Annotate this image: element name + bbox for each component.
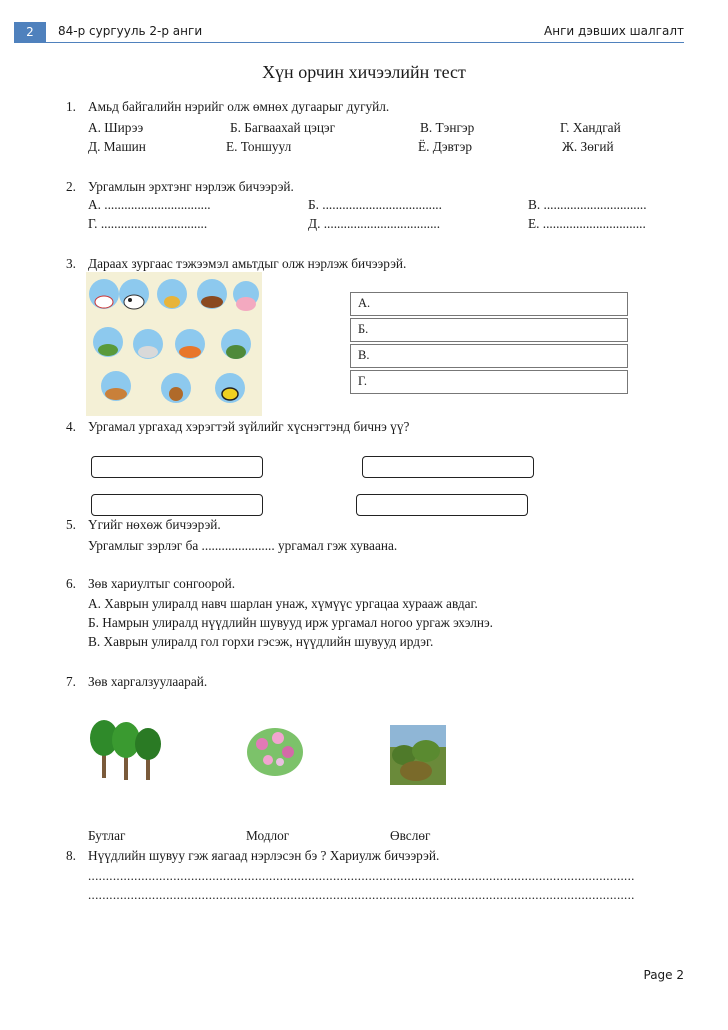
answer-box-c[interactable]: В.: [350, 344, 628, 368]
q4-answer-box-4[interactable]: [356, 494, 528, 516]
q2-option: В. ...............................: [528, 197, 647, 212]
header-rule: [14, 42, 684, 43]
q4-answer-box-3[interactable]: [91, 494, 263, 516]
q3-text: Дараах зургаас тэжээмэл амьтдыг олж нэрлэж бичээрэй.: [88, 256, 407, 271]
header-school: 84-р сургууль 2-р анги: [58, 24, 203, 38]
q1-option: Г. Хандгай: [560, 120, 621, 135]
q7-label: Бутлаг: [88, 828, 126, 843]
page-footer: Page 2: [643, 968, 684, 982]
q2-option: Г. ................................: [88, 216, 208, 231]
q8-answer-line[interactable]: ..........................................................................................................................................................: [88, 887, 635, 902]
q4-number: 4.: [66, 419, 76, 434]
q6-option[interactable]: В. Хаврын улиралд гол горхи гэсэж, нүүдлийн шувууд ирдэг.: [88, 634, 434, 649]
trees-picture: [88, 712, 162, 782]
q7-label: Өвслөг: [390, 828, 431, 843]
page-title: Хүн орчин хичээлийн тест: [262, 62, 466, 82]
q1-text: Амьд байгалийн нэрийг олж өмнөх дугаарыг дугуйл.: [88, 99, 390, 114]
grass-picture: [390, 725, 446, 785]
q1-option: Б. Багваахай цэцэг: [230, 120, 336, 135]
q8-text: Нүүдлийн шувуу гэж яагаад нэрлэсэн бэ ? Хариулж бичээрэй.: [88, 848, 440, 863]
answer-box-d[interactable]: Г.: [350, 370, 628, 394]
q6-option[interactable]: А. Хаврын улиралд навч шарлан унаж, хүмүүс ургацаа хурааж авдаг.: [88, 596, 478, 611]
q5-text: Үгийг нөхөж бичээрэй.: [88, 517, 221, 532]
q6-option[interactable]: Б. Намрын улиралд нүүдлийн шувууд ирж ургамал ногоо ургаж эхэлнэ.: [88, 615, 493, 630]
page-header: [0, 22, 728, 44]
q2-text: Ургамлын эрхтэнг нэрлэж бичээрэй.: [88, 179, 294, 194]
q1-option: Ё. Дэвтэр: [418, 139, 472, 154]
q3-number: 3.: [66, 256, 76, 271]
q2-option: Е. ...............................: [528, 216, 646, 231]
q2-number: 2.: [66, 179, 76, 194]
q5-fill-line: Ургамлыг зэрлэг ба ...................... ургамал гэж хуваана.: [88, 538, 398, 553]
q1-option: Е. Тоншуул: [226, 139, 292, 154]
q7-text: Зөв харгалзуулаарай.: [88, 674, 208, 689]
q7-number: 7.: [66, 674, 76, 689]
q2-option: Д. ...................................: [308, 216, 441, 231]
answer-box-a[interactable]: А.: [350, 292, 628, 316]
q4-text: Ургамал ургахад хэрэгтэй зүйлийг хүснэгтэнд бичнэ үү?: [88, 419, 410, 434]
animals-illustration: [86, 272, 262, 416]
q8-answer-line[interactable]: ..........................................................................................................................................................: [88, 868, 635, 883]
header-exam: Анги дэвших шалгалт: [544, 24, 684, 38]
page-number-badge: 2: [14, 22, 46, 42]
q4-answer-box-2[interactable]: [362, 456, 534, 478]
q4-answer-box-1[interactable]: [91, 456, 263, 478]
q7-label: Модлог: [246, 828, 290, 843]
q1-number: 1.: [66, 99, 76, 114]
q8-number: 8.: [66, 848, 76, 863]
q2-option: Б. ....................................: [308, 197, 442, 212]
q2-option: А. ................................: [88, 197, 211, 212]
q1-option: Ж. Зөгий: [562, 139, 614, 154]
q6-number: 6.: [66, 576, 76, 591]
q6-text: Зөв хариултыг сонгоорой.: [88, 576, 236, 591]
q5-number: 5.: [66, 517, 76, 532]
flower-bush-picture: [242, 718, 308, 782]
q1-option: В. Тэнгэр: [420, 120, 475, 135]
q1-option: Д. Машин: [88, 139, 146, 154]
q1-option: А. Ширээ: [88, 120, 144, 135]
answer-box-b[interactable]: Б.: [350, 318, 628, 342]
